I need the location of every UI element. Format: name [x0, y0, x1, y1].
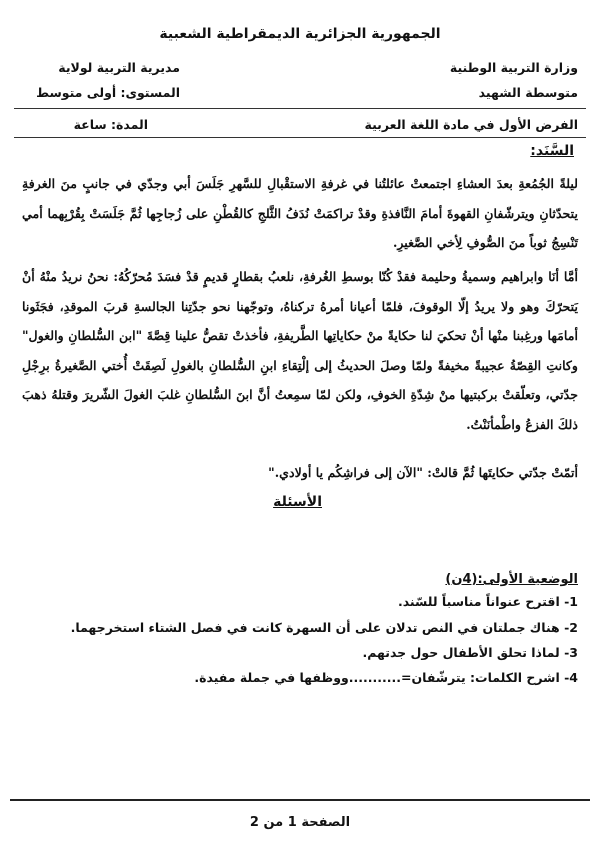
directorate-label: مديرية التربية لولاية: [58, 60, 180, 75]
header-divider-top: [14, 108, 586, 109]
ministry-label: وزارة التربية الوطنية: [449, 60, 578, 75]
text-paragraph-1: ليلةً الجُمُعةِ بعدَ العشاءِ اجتمعتْ عائلتُنا في غرفةِ الاستقْبالِ للسَّهرِ جَلَسَ أبي وجدّي في جانبٍ منَ الغرفةِ يتحدّثانِ ويترشّفانِ القهوةَ أمامَ النَّافذةِ وقدْ تراكمَتْ نُدَفُ الثَّلجِ كالقُطْنِ على زُجاجِها ثُمَّ جَلَسَتْ بِقُرْبِهما أمي تَنْسِجُ ثوباً منَ الصُّوفِ لِأخي الصَّغيرِ.: [22, 176, 578, 250]
republic-title: الجمهورية الجزائرية الديمقراطية الشعبية: [159, 26, 441, 42]
text-section-label: السَّنَد:: [530, 143, 574, 159]
question-number: 2-: [564, 620, 578, 635]
situation-label: الوضعية الأولى:(4ن): [445, 572, 578, 587]
question-item: [194, 670, 578, 685]
header-divider-bottom: [14, 137, 586, 138]
question-text: اشرح الكلمات: يترشّفان=...........ووظفها في جملة مفيدة.: [194, 670, 560, 685]
school-label: متوسطة الشهيد: [478, 85, 578, 100]
level-label: المستوى: أولى متوسط: [36, 85, 180, 100]
exam-title: الفرض الأول في مادة اللغة العربية: [364, 117, 578, 132]
question-item: [398, 594, 578, 609]
question-item: [71, 620, 578, 635]
text-paragraph-3: أتمّتْ جدّتي حكايتَها ثُمَّ قالتْ: "الآن إلى فراشِكُم يا أولادي.": [268, 465, 578, 480]
question-item: [362, 645, 578, 660]
footer-divider: [10, 799, 590, 801]
question-number: 1-: [564, 594, 578, 609]
duration-label: المدة: ساعة: [73, 117, 148, 132]
page-number: الصفحة 1 من 2: [249, 815, 351, 830]
text-paragraph-2: أمَّا أنَا وابراهيم وسميةُ وحليمة فقدْ كُنّا بوسطِ الغُرفةِ، نلعبُ بقطارٍ قديمٍ قدْ فسَدَ مُحرّكُهُ: نحنُ نريدُ منْهُ أنْ يَتحرّكَ وهو ولا يريدُ إلّا الوقوفَ، فلمّا أعيانا أمرهُ تركناهُ، وتوجّهنا نحو جدّتِنا الجالسةِ قربَ الموقدِ، فجَثَونا أمامَها ورغِبنا منْها أنْ تحكيَ لنا حكايةً منْ حكاياتِها الطَّريفةِ، فأخذتْ تقصُّ علينا قِصَّةَ "ابن السُّلطانِ والغول" وكانتِ القِصّةُ عجيبةً مخيفةً ولمّا وصلَ الحديثُ إلى إلْتِقاءِ ابنِ السُّلطانِ بالغولِ لَصِقَتْ أُختي الصَّغيرةُ برِجْلِ جدّتي، وتعلّقتْ بركبتيها منْ شِدّةِ الخوفِ، ولكن لمّا سمِعتُ أنَّ ابنَ السُّلطانِ غلبَ الغولَ الشّريرَ وقتلهُ ذهبَ ذلكَ الفزعُ واطْمأنَنْتُ.: [22, 269, 578, 432]
question-text: هناك جملتان في النص تدلان على أن السهرة كانت في فصل الشتاء استخرجهما.: [70, 620, 560, 635]
question-text: اقترح عنواناً مناسباً للسّند.: [397, 594, 560, 609]
question-text: لماذا تحلق الأطفال حول جدتهم.: [362, 645, 560, 660]
questions-heading: الأسئلة: [273, 494, 322, 510]
question-number: 4-: [564, 670, 578, 685]
question-number: 3-: [564, 645, 578, 660]
